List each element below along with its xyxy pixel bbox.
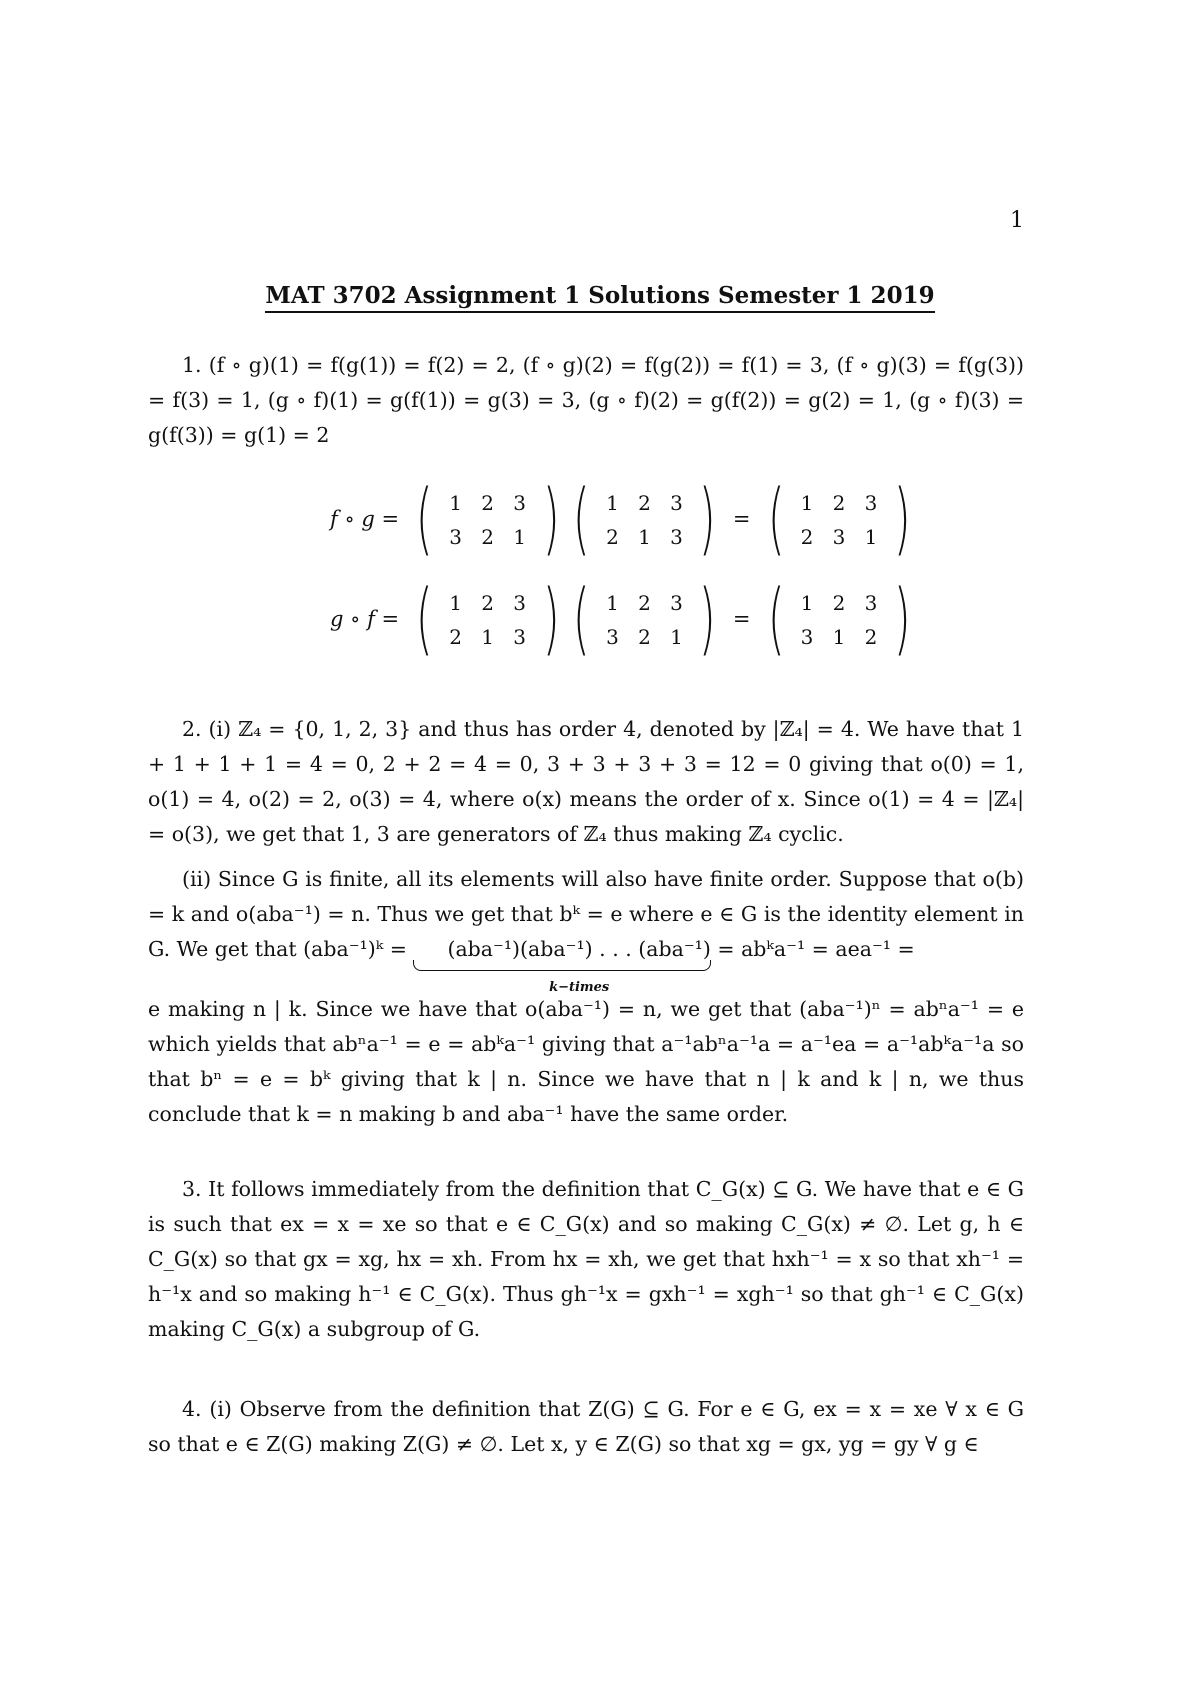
- matrix-entry: 3: [864, 491, 878, 515]
- matrix-entry: 1: [513, 525, 526, 549]
- page-title: [0, 282, 1200, 309]
- matrix-entry: 1: [449, 591, 462, 615]
- matrix-entry: 1: [449, 491, 462, 515]
- matrix-grid: [596, 586, 692, 658]
- matrix-entry: 1: [481, 625, 494, 649]
- q3-paragraph: 3. It follows immediately from the definition that C_G(x) ⊆ G. We have that e ∈ G is such that ex = x = xe so that e ∈ C_G(x) and so making C_G(x) ≠ ∅. Let g, h ∈ C_G(x) so that gx = xg, hx = xh. From hx = xh, we get that hxh⁻¹ = x so that xh⁻¹ = h⁻¹x and so making h⁻¹ ∈ C_G(x). Thus gh⁻¹x = gxh⁻¹ = xgh⁻¹ so that gh⁻¹ ∈ C_G(x) making C_G(x) a subgroup of G.: [148, 1177, 1024, 1341]
- underbrace-label: k−times: [549, 980, 610, 995]
- matrix-entry: 3: [670, 491, 683, 515]
- q2-part-ii-text-b: = abᵏa⁻¹ = aea⁻¹ =: [710, 937, 915, 961]
- matrix-entry: 2: [638, 625, 651, 649]
- matrix-entry: 1: [864, 525, 878, 549]
- matrix-grid: [596, 486, 692, 558]
- matrix-entry: 1: [832, 625, 846, 649]
- question-4-text: [148, 1392, 1024, 1462]
- underbrace-content: (aba⁻¹)(aba⁻¹) . . . (aba⁻¹): [447, 937, 711, 961]
- page-number: 1: [1010, 208, 1024, 233]
- matrix-g: ( 1 2 3 2 1 3 ): [572, 474, 717, 564]
- matrix-entry: 2: [864, 625, 878, 649]
- matrix-entry: 2: [638, 591, 651, 615]
- q2-part-ii-text-c: e making n | k. Since we have that o(aba⁻¹) = n, we get that (aba⁻¹)ⁿ = abⁿa⁻¹ = e which yields that abⁿa⁻¹ = e = abᵏa⁻¹ giving that a⁻¹abⁿa⁻¹a = a⁻¹ea = a⁻¹abᵏa⁻¹a so that bⁿ = e = bᵏ giving that k | n. Since we have that n | k and k | n, we thus conclude that k = n making b and aba⁻¹ have the same order.: [148, 997, 1024, 1126]
- question-1-text: [148, 348, 1024, 453]
- matrix-grid: [791, 486, 887, 558]
- q2-part-i-paragraph: 2. (i) ℤ₄ = {0, 1, 2, 3} and thus has order 4, denoted by |ℤ₄| = 4. We have that 1 + 1 + 1 + 1 = 4 = 0, 2 + 2 = 4 = 0, 3 + 3 + 3 + 3 = 12 = 0 giving that o(0) = 1, o(1) = 4, o(2) = 2, o(3) = 4, where o(x) means the order of x. Since o(1) = 4 = |ℤ₄| = o(3), we get that 1, 3 are generators of ℤ₄ thus making ℤ₄ cyclic.: [148, 717, 1024, 846]
- question-2-part-i: [148, 712, 1024, 852]
- matrix-entry: 3: [513, 491, 526, 515]
- matrix-entry: 3: [513, 591, 526, 615]
- underbrace-product: [413, 932, 711, 995]
- eq1-lhs: f ∘ g =: [330, 507, 400, 531]
- q4-paragraph: 4. (i) Observe from the definition that Z(G) ⊆ G. For e ∈ G, ex = x = xe ∀ x ∈ G so that e ∈ Z(G) making Z(G) ≠ ∅. Let x, y ∈ Z(G) so that xg = gx, yg = gy ∀ g ∈: [148, 1397, 1024, 1456]
- equation-f-compose-g: [330, 474, 917, 564]
- matrix-entry: 2: [800, 525, 814, 549]
- matrix-entry: 3: [670, 591, 683, 615]
- matrix-g: ( 1 2 3 2 1 3 ): [415, 574, 560, 664]
- matrix-entry: 1: [606, 591, 619, 615]
- matrix-f: ( 1 2 3 3 2 1 ): [415, 474, 560, 564]
- matrix-entry: 1: [800, 491, 814, 515]
- matrix-entry: 2: [832, 491, 846, 515]
- matrix-entry: 2: [481, 591, 494, 615]
- q1-paragraph: 1. (f ∘ g)(1) = f(g(1)) = f(2) = 2, (f ∘ g)(2) = f(g(2)) = f(1) = 3, (f ∘ g)(3) = f(g(3)) = f(3) = 1, (g ∘ f)(1) = g(f(1)) = g(3) = 3, (g ∘ f)(2) = g(f(2)) = g(2) = 1, (g ∘ f)(3) = g(f(3)) = g(1) = 2: [148, 353, 1024, 447]
- q2-part-ii-paragraph: [148, 862, 1024, 995]
- matrix-entry: 1: [670, 625, 683, 649]
- matrix-entry: 3: [606, 625, 619, 649]
- question-2-part-ii: [148, 862, 1024, 995]
- matrix-entry: 3: [864, 591, 878, 615]
- eq2-lhs: g ∘ f =: [330, 607, 400, 631]
- matrix-f-compose-g: ( 1 2 3 2 3 1 ): [767, 474, 911, 564]
- question-3-text: [148, 1172, 1024, 1347]
- eq1-equals: =: [732, 507, 751, 531]
- matrix-entry: 3: [800, 625, 814, 649]
- equation-g-compose-f: [330, 574, 917, 664]
- title-text: MAT 3702 Assignment 1 Solutions Semester 1 2019: [265, 282, 934, 313]
- matrix-entry: 3: [513, 625, 526, 649]
- matrix-entry: 1: [606, 491, 619, 515]
- matrix-entry: 3: [832, 525, 846, 549]
- matrix-grid: [440, 486, 536, 558]
- matrix-entry: 2: [638, 491, 651, 515]
- matrix-entry: 2: [481, 491, 494, 515]
- question-2-part-ii-continued: [148, 992, 1024, 1132]
- matrix-f: ( 1 2 3 3 2 1 ): [572, 574, 717, 664]
- matrix-entry: 1: [800, 591, 814, 615]
- matrix-grid: [791, 586, 887, 658]
- matrix-entry: 2: [606, 525, 619, 549]
- matrix-entry: 3: [670, 525, 683, 549]
- q2-part-ii-text-a: (ii) Since G is finite, all its elements will also have finite order. Suppose that o(b) = k and o(aba⁻¹) = n. Thus we get that bᵏ = e where e ∈ G is the identity element in G. We get that (aba⁻¹)ᵏ =: [148, 867, 1024, 961]
- matrix-entry: 1: [638, 525, 651, 549]
- matrix-entry: 2: [832, 591, 846, 615]
- matrix-grid: [440, 586, 536, 658]
- matrix-entry: 3: [449, 525, 462, 549]
- eq2-equals: =: [732, 607, 751, 631]
- matrix-g-compose-f: ( 1 2 3 3 1 2 ): [767, 574, 911, 664]
- matrix-entry: 2: [449, 625, 462, 649]
- matrix-entry: 2: [481, 525, 494, 549]
